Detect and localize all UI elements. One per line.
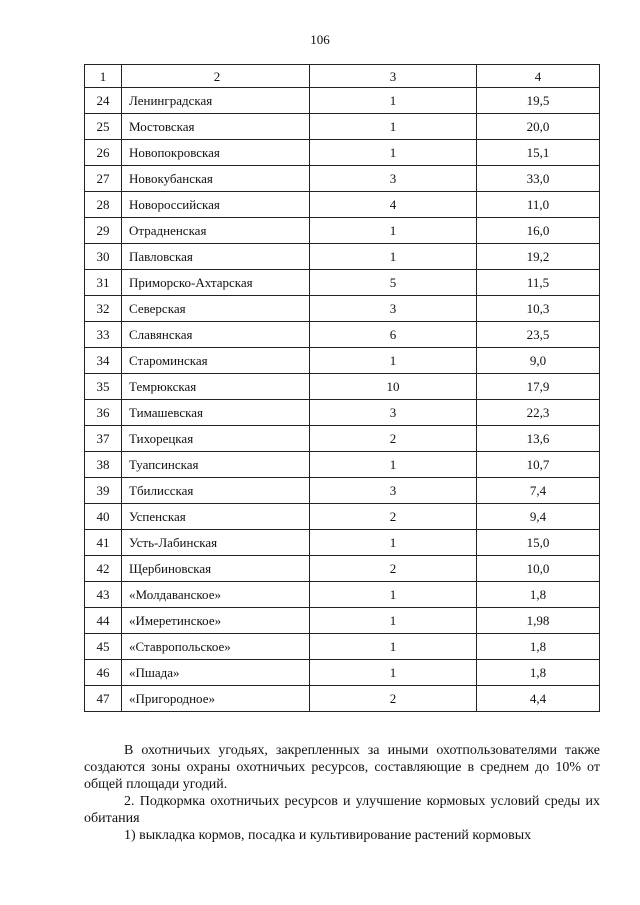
zone-area: 1,8: [477, 660, 600, 686]
district-name: Приморско-Ахтарская: [122, 270, 310, 296]
row-number: 41: [85, 530, 122, 556]
district-name: «Имеретинское»: [122, 608, 310, 634]
district-name: Павловская: [122, 244, 310, 270]
zone-area: 9,4: [477, 504, 600, 530]
row-number: 45: [85, 634, 122, 660]
table-row: [85, 478, 600, 504]
zone-count: 1: [310, 140, 477, 166]
table-row: [85, 556, 600, 582]
zone-area: 7,4: [477, 478, 600, 504]
row-number: 29: [85, 218, 122, 244]
row-number: 33: [85, 322, 122, 348]
district-name: Новороссийская: [122, 192, 310, 218]
page-number: 106: [310, 32, 330, 47]
zone-count: 1: [310, 634, 477, 660]
table-row: [85, 348, 600, 374]
zone-count: 2: [310, 426, 477, 452]
zone-area: 19,5: [477, 88, 600, 114]
table-row: [85, 452, 600, 478]
table-header-row: [85, 65, 600, 88]
table-row: [85, 426, 600, 452]
zone-count: 1: [310, 608, 477, 634]
table-row: [85, 530, 600, 556]
zone-count: 5: [310, 270, 477, 296]
zone-count: 1: [310, 530, 477, 556]
zone-count: 4: [310, 192, 477, 218]
zone-area: 15,0: [477, 530, 600, 556]
row-number: 37: [85, 426, 122, 452]
header-col-3: 3: [310, 65, 477, 88]
zone-count: 1: [310, 348, 477, 374]
row-number: 43: [85, 582, 122, 608]
table-row: [85, 504, 600, 530]
district-name: Северская: [122, 296, 310, 322]
zone-count: 1: [310, 88, 477, 114]
row-number: 39: [85, 478, 122, 504]
zone-count: 6: [310, 322, 477, 348]
district-name: Щербиновская: [122, 556, 310, 582]
row-number: 47: [85, 686, 122, 712]
row-number: 42: [85, 556, 122, 582]
table-row: [85, 270, 600, 296]
zone-count: 2: [310, 556, 477, 582]
zone-area: 10,7: [477, 452, 600, 478]
district-name: Староминская: [122, 348, 310, 374]
table-row: [85, 400, 600, 426]
table-row: [85, 296, 600, 322]
zone-count: 3: [310, 400, 477, 426]
table-row: [85, 192, 600, 218]
zone-area: 1,8: [477, 582, 600, 608]
table-row: [85, 322, 600, 348]
table-row: [85, 114, 600, 140]
district-name: «Ставропольское»: [122, 634, 310, 660]
zone-count: 3: [310, 296, 477, 322]
zone-area: 11,5: [477, 270, 600, 296]
district-name: «Пригородное»: [122, 686, 310, 712]
zone-area: 23,5: [477, 322, 600, 348]
district-name: Темрюкская: [122, 374, 310, 400]
table-row: [85, 140, 600, 166]
district-name: Усть-Лабинская: [122, 530, 310, 556]
zone-area: 33,0: [477, 166, 600, 192]
district-name: Ленинградская: [122, 88, 310, 114]
row-number: 30: [85, 244, 122, 270]
row-number: 31: [85, 270, 122, 296]
paragraph-section-2-heading: 2. Подкормка охотничьих ресурсов и улучшение кормовых условий среды их обитания: [84, 794, 600, 826]
row-number: 26: [85, 140, 122, 166]
row-number: 32: [85, 296, 122, 322]
zone-area: 20,0: [477, 114, 600, 140]
zone-area: 10,0: [477, 556, 600, 582]
zone-count: 1: [310, 114, 477, 140]
row-number: 28: [85, 192, 122, 218]
row-number: 27: [85, 166, 122, 192]
zone-area: 16,0: [477, 218, 600, 244]
zone-area: 13,6: [477, 426, 600, 452]
row-number: 46: [85, 660, 122, 686]
district-name: «Пшада»: [122, 660, 310, 686]
district-name: «Молдаванское»: [122, 582, 310, 608]
zones-table: [84, 64, 600, 712]
district-name: Славянская: [122, 322, 310, 348]
district-name: Успенская: [122, 504, 310, 530]
table-row: [85, 660, 600, 686]
district-name: Тимашевская: [122, 400, 310, 426]
district-name: Тихорецкая: [122, 426, 310, 452]
header-col-2: 2: [122, 65, 310, 88]
zone-area: 19,2: [477, 244, 600, 270]
row-number: 25: [85, 114, 122, 140]
zone-count: 10: [310, 374, 477, 400]
zone-count: 1: [310, 452, 477, 478]
table-row: [85, 166, 600, 192]
zone-count: 1: [310, 582, 477, 608]
zone-count: 2: [310, 504, 477, 530]
header-col-1: 1: [85, 65, 122, 88]
zone-count: 1: [310, 660, 477, 686]
paragraph-item-1: 1) выкладка кормов, посадка и культивирование растений кормовых: [124, 828, 532, 843]
zone-area: 9,0: [477, 348, 600, 374]
row-number: 36: [85, 400, 122, 426]
row-number: 38: [85, 452, 122, 478]
district-name: Новопокровская: [122, 140, 310, 166]
row-number: 40: [85, 504, 122, 530]
district-name: Туапсинская: [122, 452, 310, 478]
zone-count: 1: [310, 218, 477, 244]
zone-count: 2: [310, 686, 477, 712]
district-name: Отрадненская: [122, 218, 310, 244]
district-name: Тбилисская: [122, 478, 310, 504]
header-col-4: 4: [477, 65, 600, 88]
zone-area: 15,1: [477, 140, 600, 166]
zones-table-body: [85, 65, 600, 712]
table-row: [85, 88, 600, 114]
zone-area: 4,4: [477, 686, 600, 712]
table-row: [85, 218, 600, 244]
zone-area: 17,9: [477, 374, 600, 400]
zone-area: 10,3: [477, 296, 600, 322]
table-row: [85, 686, 600, 712]
table-row: [85, 244, 600, 270]
row-number: 24: [85, 88, 122, 114]
zone-area: 1,98: [477, 608, 600, 634]
zone-area: 22,3: [477, 400, 600, 426]
zone-area: 11,0: [477, 192, 600, 218]
paragraph-zones-other-users: В охотничьих угодьях, закрепленных за иными охотпользователями также создаются зоны охраны охотничьих ресурсов, составляющие в среднем до 10% от общей площади угодий.: [84, 743, 600, 792]
row-number: 44: [85, 608, 122, 634]
zone-area: 1,8: [477, 634, 600, 660]
district-name: Мостовская: [122, 114, 310, 140]
table-row: [85, 582, 600, 608]
row-number: 35: [85, 374, 122, 400]
table-row: [85, 608, 600, 634]
row-number: 34: [85, 348, 122, 374]
zone-count: 1: [310, 244, 477, 270]
district-name: Новокубанская: [122, 166, 310, 192]
table-row: [85, 374, 600, 400]
zone-count: 3: [310, 166, 477, 192]
table-row: [85, 634, 600, 660]
zone-count: 3: [310, 478, 477, 504]
